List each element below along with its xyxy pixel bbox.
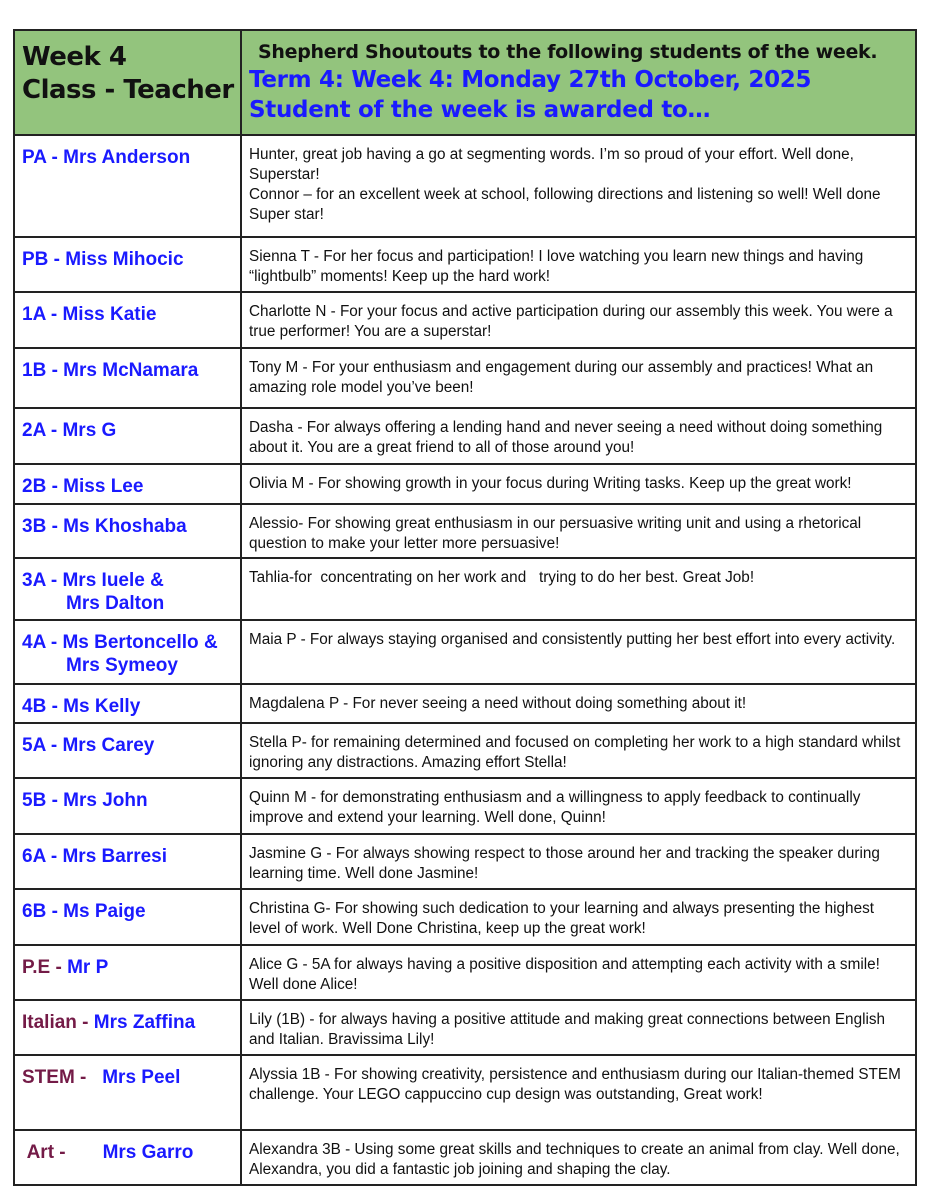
class-teacher-label: Mrs Zaffina (93, 1012, 196, 1033)
class-teacher-label: 1A - Miss Katie (22, 304, 157, 325)
table-row (14, 135, 916, 237)
shoutout-cell (241, 723, 916, 778)
shoutout-text: Magdalena P - For never seeing a need without doing something about it! (249, 695, 747, 712)
class-teacher-cell (14, 1000, 241, 1055)
class-teacher-label: Mrs Dalton (66, 593, 165, 614)
shoutout-cell (241, 945, 916, 1000)
class-teacher-cell (14, 834, 241, 889)
shoutout-cell (241, 464, 916, 504)
shoutout-text: Tony M - For your enthusiasm and engagement during our assembly and practices! What an amazing role model you’ve been! (249, 359, 878, 396)
class-teacher-label: 4B - Ms Kelly (22, 696, 141, 717)
shoutout-cell (241, 348, 916, 408)
shoutout-text: Olivia M - For showing growth in your focus during Writing tasks. Keep up the great work! (249, 475, 852, 492)
class-teacher-label: Mrs Symeoy (66, 655, 178, 676)
shoutout-text: Maia P - For always staying organised and consistently putting her best effort into every activity. (249, 631, 896, 648)
header-subtitle: Shepherd Shoutouts to the following students of the week. (258, 41, 878, 63)
class-teacher-cell (14, 292, 241, 348)
header-left-cell (14, 30, 241, 135)
shoutout-cell (241, 558, 916, 620)
class-teacher-label: Mrs Peel (102, 1067, 181, 1088)
shoutout-text: Connor – for an excellent week at school, following directions and listening so well! Well done Super star! (249, 186, 885, 223)
shoutout-text: Alyssia 1B - For showing creativity, persistence and enthusiasm during our Italian-themed STEM challenge. Your LEGO cappuccino cup design was outstanding, Great work! (249, 1066, 906, 1103)
subject-label: Italian - (22, 1012, 94, 1033)
shoutout-cell (241, 1000, 916, 1055)
class-teacher-cell (14, 1055, 241, 1130)
shoutout-text: Dasha - For always offering a lending hand and never seeing a need without doing something about it. You are a great friend to all of those around you! (249, 419, 887, 456)
shoutout-cell (241, 1055, 916, 1130)
shoutout-text: Jasmine G - For always showing respect to those around her and tracking the speaker during learning time. Well done Jasmine! (249, 845, 885, 882)
table-row (14, 1130, 916, 1185)
table-row (14, 1055, 916, 1130)
class-teacher-label: Mr P (67, 957, 109, 978)
header-right-cell (241, 30, 916, 135)
class-teacher-cell (14, 348, 241, 408)
table-row (14, 1000, 916, 1055)
class-teacher-label: 6B - Ms Paige (22, 901, 146, 922)
student-of-week-table (13, 29, 917, 1186)
class-teacher-cell (14, 620, 241, 684)
shoutout-cell (241, 684, 916, 723)
class-teacher-label: 1B - Mrs McNamara (22, 360, 199, 381)
class-teacher-cell (14, 504, 241, 558)
class-teacher-cell (14, 1130, 241, 1185)
class-teacher-label: Mrs Garro (102, 1142, 194, 1163)
shoutout-cell (241, 620, 916, 684)
shoutout-cell (241, 135, 916, 237)
table-row (14, 292, 916, 348)
table-row (14, 464, 916, 504)
table-row (14, 945, 916, 1000)
class-teacher-cell (14, 723, 241, 778)
class-teacher-cell (14, 408, 241, 464)
class-teacher-cell (14, 237, 241, 292)
table-row (14, 778, 916, 834)
table-row (14, 237, 916, 292)
class-teacher-cell (14, 778, 241, 834)
class-teacher-label: 5A - Mrs Carey (22, 735, 155, 756)
class-teacher-label: 3A - Mrs Iuele & (22, 570, 164, 591)
awarded-to-line: Student of the week is awarded to… (249, 97, 711, 123)
shoutout-cell (241, 237, 916, 292)
term-date-line: Term 4: Week 4: Monday 27th October, 2025 (249, 67, 812, 93)
table-row (14, 620, 916, 684)
shoutout-cell (241, 408, 916, 464)
shoutout-cell (241, 834, 916, 889)
class-teacher-label: 2B - Miss Lee (22, 476, 144, 497)
table-row (14, 684, 916, 723)
shoutout-cell (241, 1130, 916, 1185)
shoutout-text: Alice G - 5A for always having a positive disposition and attempting each activity with a smile! Well done Alice! (249, 956, 885, 993)
week-label: Week 4 (22, 42, 127, 72)
table-row (14, 834, 916, 889)
shoutout-text: Sienna T - For her focus and participation! I love watching you learn new things and having “lightbulb” moments! Keep up the hard work! (249, 248, 868, 285)
shoutout-text: Stella P- for remaining determined and focused on completing her work to a high standard whilst ignoring any distractions. Amazing effort Stella! (249, 734, 905, 771)
shoutout-cell (241, 292, 916, 348)
shoutout-text: Charlotte N - For your focus and active participation during our assembly this week. You were a true performer! You are a superstar! (249, 303, 897, 340)
class-teacher-cell (14, 464, 241, 504)
class-teacher-label: 5B - Mrs John (22, 790, 148, 811)
class-teacher-cell (14, 889, 241, 945)
class-teacher-label: 3B - Ms Khoshaba (22, 516, 187, 537)
shoutout-cell (241, 778, 916, 834)
class-teacher-label: PA - Mrs Anderson (22, 147, 191, 168)
shoutout-cell (241, 889, 916, 945)
class-teacher-label: Class - Teacher (22, 75, 234, 105)
shoutout-text: Quinn M - for demonstrating enthusiasm and a willingness to apply feedback to continually improve and extend your learning. Well done, Quinn! (249, 789, 865, 826)
table-row (14, 504, 916, 558)
class-teacher-label: 2A - Mrs G (22, 420, 117, 441)
class-teacher-cell (14, 558, 241, 620)
shoutout-text: Hunter, great job having a go at segmenting words. I’m so proud of your effort. Well done, Superstar! (249, 146, 859, 183)
table-row (14, 558, 916, 620)
subject-label: Art - (22, 1142, 103, 1163)
shoutout-text: Tahlia-for concentrating on her work and trying to do her best. Great Job! (249, 569, 755, 586)
subject-label: STEM - (22, 1067, 103, 1088)
class-teacher-cell (14, 135, 241, 237)
shoutout-text: Alessio- For showing great enthusiasm in our persuasive writing unit and using a rhetorical question to make your letter more persuasive! (249, 515, 866, 552)
shoutout-text: Christina G- For showing such dedication to your learning and always presenting the highest level of work. Well Done Christina, keep up the great work! (249, 900, 879, 937)
shoutout-text: Lily (1B) - for always having a positive attitude and making great connections between English and Italian. Bravissima Lily! (249, 1011, 890, 1048)
table-row (14, 723, 916, 778)
shoutout-cell (241, 504, 916, 558)
table-row (14, 408, 916, 464)
table-row (14, 348, 916, 408)
class-teacher-cell (14, 945, 241, 1000)
shoutout-text: Alexandra 3B - Using some great skills and techniques to create an animal from clay. Well done, Alexandra, you did a fantastic job joining and shaping the clay. (249, 1141, 904, 1178)
class-teacher-label: 4A - Ms Bertoncello & (22, 632, 218, 653)
table-row (14, 889, 916, 945)
class-teacher-cell (14, 684, 241, 723)
class-teacher-label: 6A - Mrs Barresi (22, 846, 168, 867)
class-teacher-label: PB - Miss Mihocic (22, 249, 184, 270)
subject-label: P.E - (22, 957, 68, 978)
header-row (14, 30, 916, 135)
